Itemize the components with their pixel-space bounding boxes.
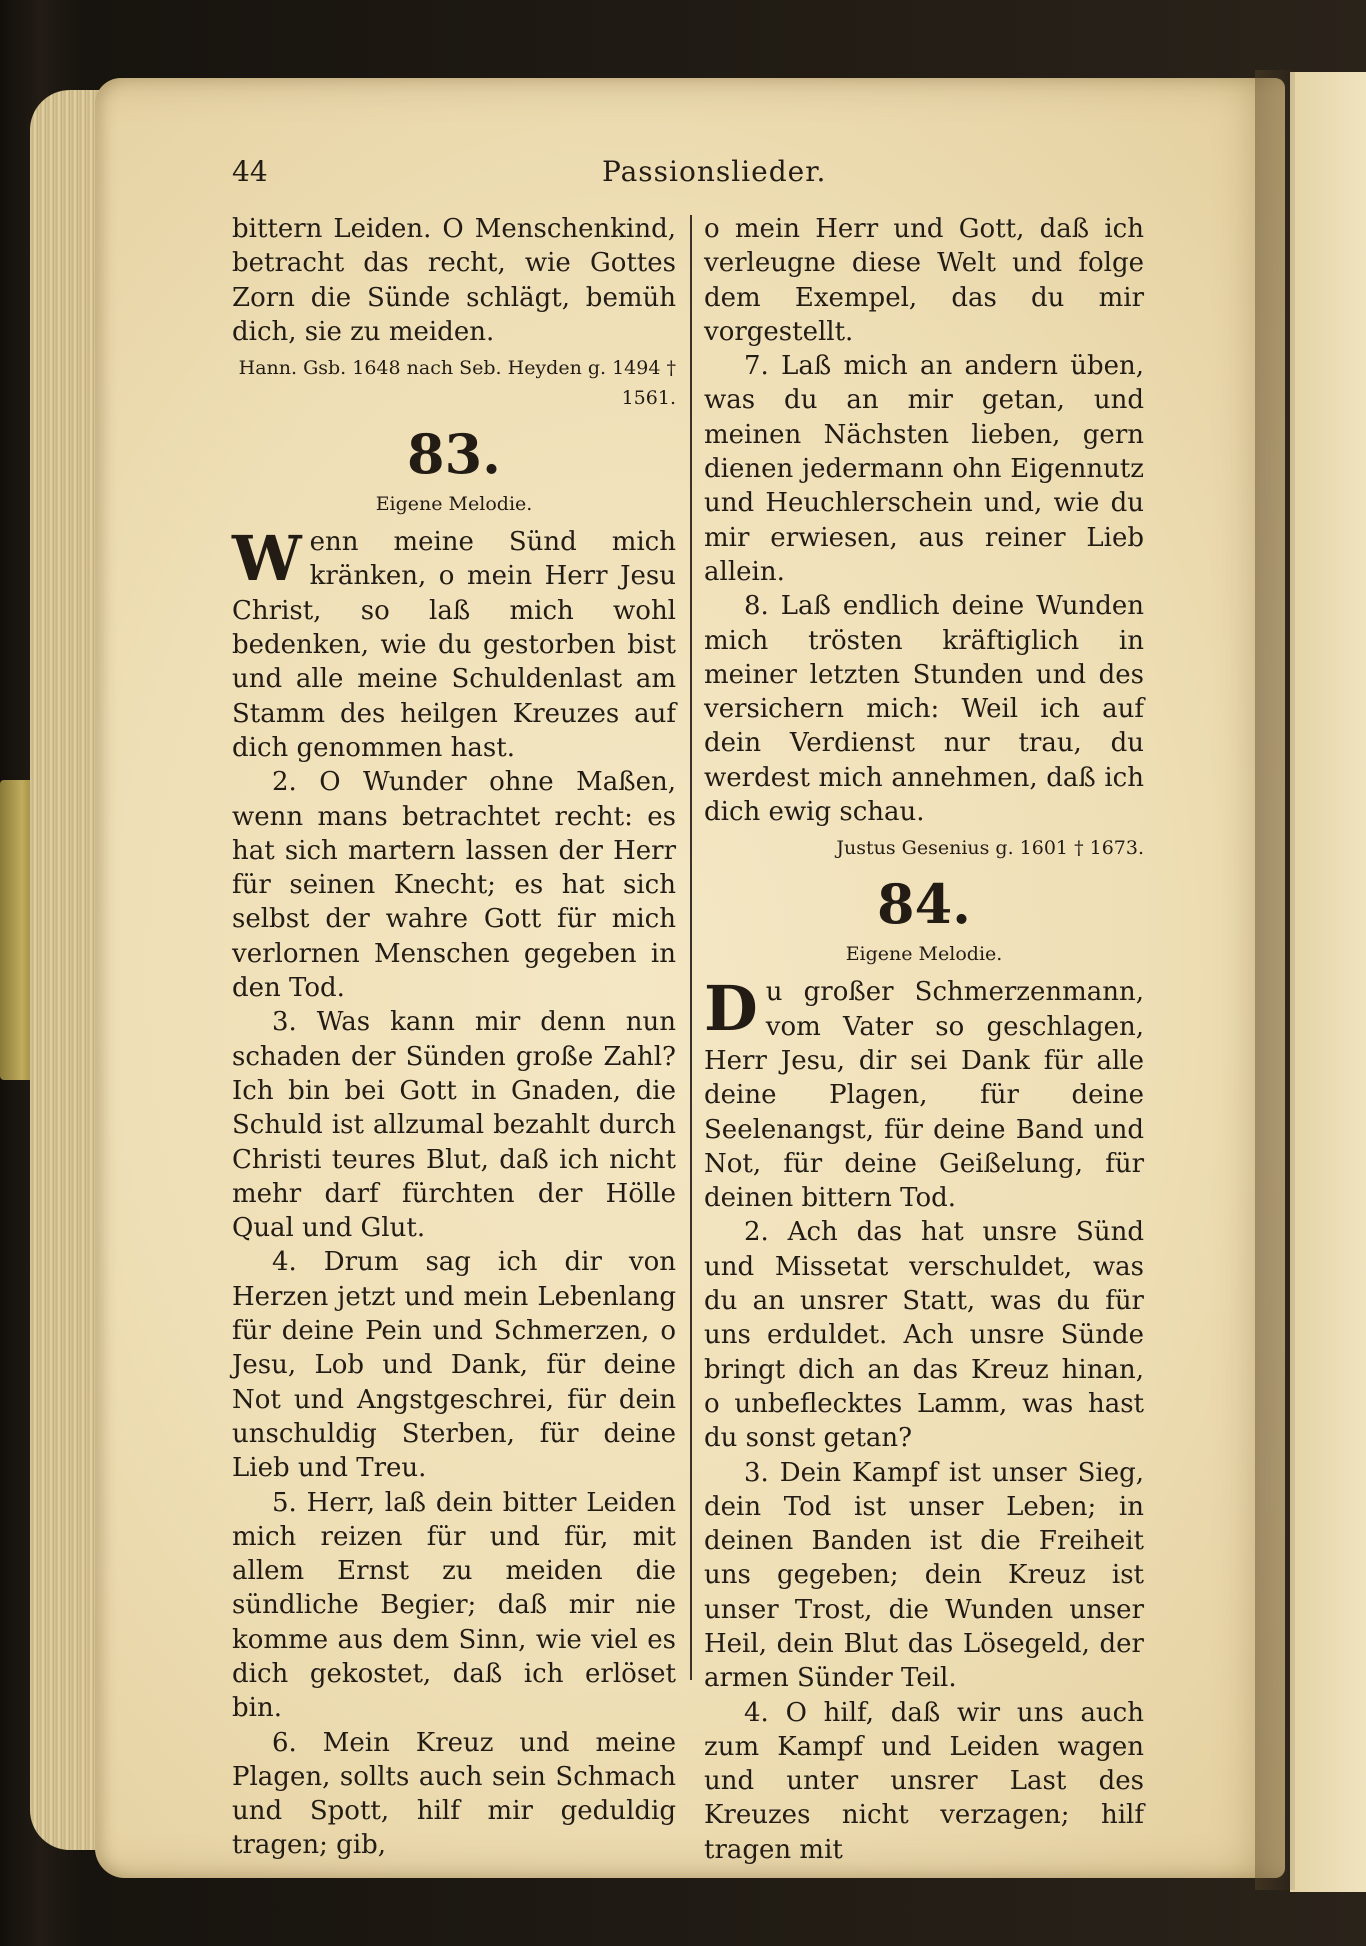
hymn-83-verse-6: 6. Mein Kreuz und meine Plagen, sollts auch sein Schmach und Spott, hilf mir geduldig tragen; gib, [232, 1727, 676, 1861]
hymn-83-melody: Eigene Melodie. [375, 493, 533, 516]
facing-page-edge [1290, 72, 1366, 1892]
hymn-83-number: 83. [407, 422, 501, 487]
verse-text: u großer Schmerzenmann, vom Vater so geschlagen, Herr Jesu, dir sei Dank für alle deine Plagen, für deine Seelenangst, für deine Band und Not, für deine Geißelung, für deinen bittern Tod. [704, 977, 1144, 1214]
hymn-82-attribution: Hann. Gsb. 1648 nach Seb. Heyden g. 1494 † 1561. [238, 357, 676, 410]
page-header [232, 155, 1132, 195]
hymn-83-verse-6-continuation: o mein Herr und Gott, daß ich verleugne diese Welt und folge dem Exempel, das du mir vorgestellt. [704, 214, 1144, 347]
hymn-84-verse-4: 4. O hilf, daß wir uns auch zum Kampf und Leiden wagen und unter unsrer Last des Kreuzes nicht verzagen; hilf tragen mit [704, 1697, 1144, 1865]
running-title: Passionslieder. [602, 155, 827, 188]
hymn-83-verse-3: 3. Was kann mir denn nun schaden der Sünden große Zahl? Ich bin bei Gott in Gnaden, die Schuld ist allzumal bezahlt durch Christi teures Blut, daß ich nicht mehr darf fürchten der Hölle Qual und Glut. [232, 1007, 676, 1244]
hymn-84-verse-3: 3. Dein Kampf ist unser Sieg, dein Tod ist unser Leben; in deinen Banden ist die Freiheit uns gegeben; dein Kreuz ist unser Trost, die Wunden unser Heil, dein Blut das Lösegeld, der armen Sünder Teil. [704, 1457, 1144, 1694]
verse-text: enn meine Sünd mich kränken, o mein Herr Jesu Christ, so laß mich wohl bedenken, wie du gestorben bist und alle meine Schuldenlast am Stamm des heilgen Kreuzes auf dich genommen hast. [232, 527, 676, 763]
hymn-84-number: 84. [877, 872, 971, 937]
hymn-83-verse-4: 4. Drum sag ich dir von Herzen jetzt und mein Lebenlang für deine Pein und Schmerzen, o Jesu, Lob und Dank, für deine Not und Angstgeschrei, für dein unschuldig Sterben, für deine Lieb und Treu. [232, 1247, 676, 1484]
hymn-84-melody: Eigene Melodie. [845, 943, 1003, 966]
hymn-82-continuation: bittern Leiden. O Menschenkind, betracht das recht, wie Gottes Zorn die Sünde schlägt, bemüh dich, sie zu meiden. [232, 214, 676, 347]
hymn-83-verse-2: 2. O Wunder ohne Maßen, wenn mans betrachtet recht: es hat sich martern lassen der Herr für seinen Knecht; es hat sich selbst der wahre Gott für mich verlornen Menschen gegeben in den Tod. [232, 767, 676, 1004]
hymn-83-verse-8: 8. Laß endlich deine Wunden mich trösten kräftiglich in meiner letzten Stunden und des versichern mich: Weil ich auf dein Verdienst nur trau, du werdest mich annehmen, daß ich dich ewig schau. [704, 591, 1144, 828]
hymn-83-verse-5: 5. Herr, laß dein bitter Leiden mich reizen für und für, mit allem Ernst zu meiden die sündliche Begier; daß mir nie komme aus dem Sinn, wie viel es dich gekostet, daß ich erlöset bin. [232, 1487, 676, 1724]
hymn-84-verse-1 [704, 972, 1144, 1215]
book-gutter [1255, 70, 1295, 1890]
drop-cap-initial: D [704, 972, 758, 1046]
hymn-84-verse-2: 2. Ach das hat unsre Sünd und Missetat verschuldet, was du an unsrer Statt, was du für uns erduldet. Ach unsre Sünde bringt dich an das Kreuz hinan, o unbeflecktes Lamm, was hast du sonst getan? [704, 1217, 1144, 1454]
hymn-83-attribution: Justus Gesenius g. 1601 † 1673. [836, 837, 1144, 860]
page-number: 44 [232, 155, 268, 188]
drop-cap-initial: W [232, 522, 302, 596]
right-column [704, 212, 1144, 1867]
column-divider [690, 215, 692, 1680]
hymn-83-verse-1 [232, 522, 676, 765]
left-column [232, 212, 676, 1863]
hymn-83-verse-7: 7. Laß mich an andern üben, was du an mir getan, und meinen Nächsten lieben, gern dienen jedermann ohn Eigennutz und Heuchlerschein und, wie du mir erwiesen, aus reiner Lieb allein. [704, 351, 1144, 587]
